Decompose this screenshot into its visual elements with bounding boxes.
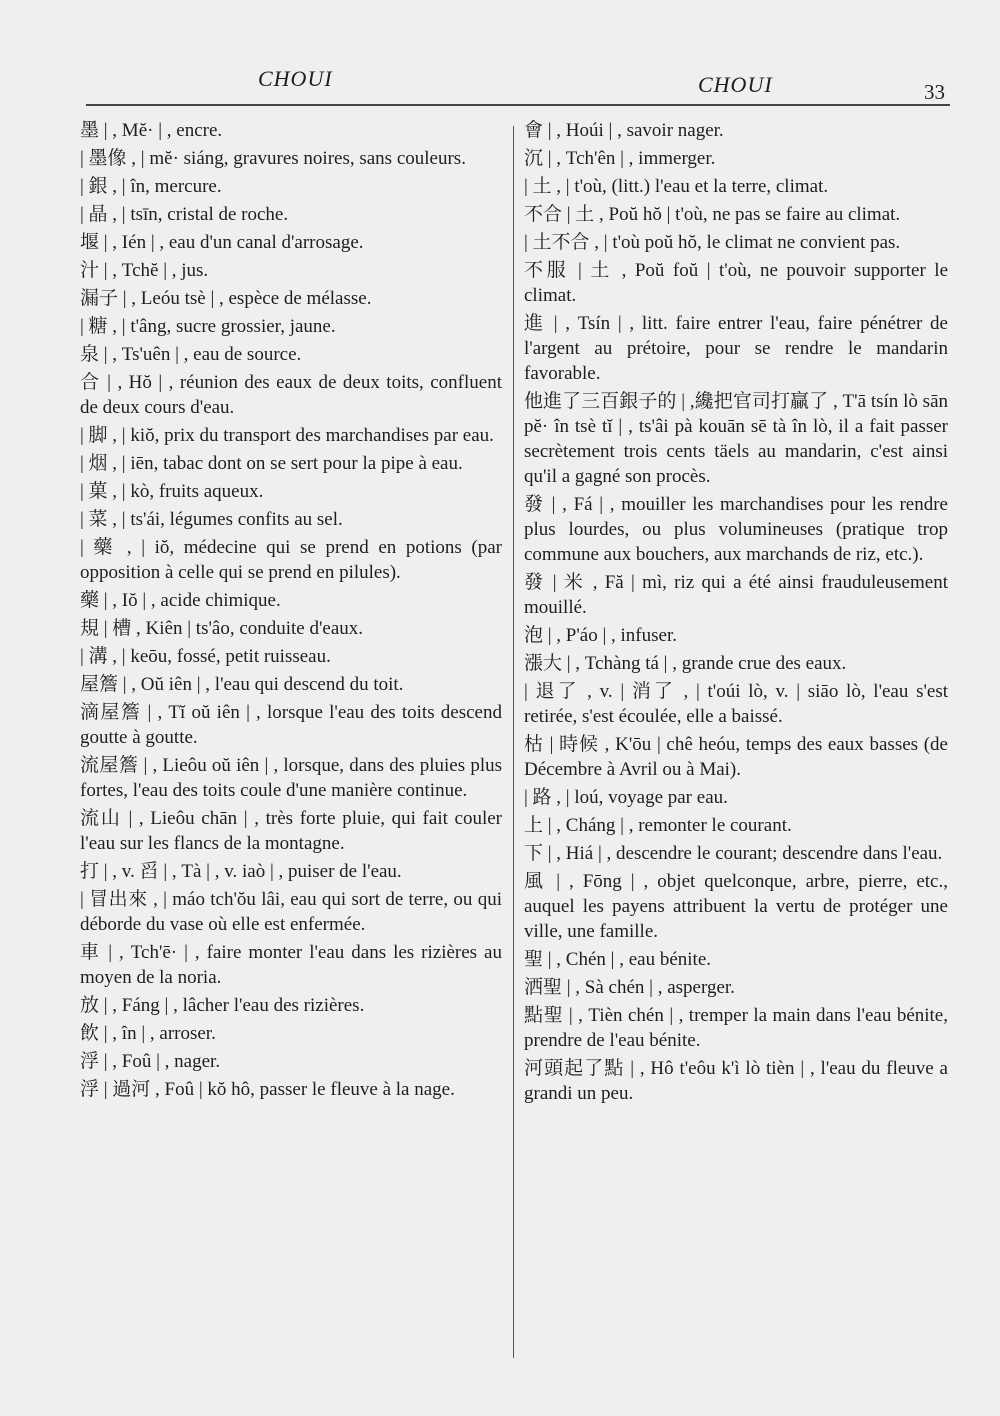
dictionary-entry: 聖 | , Chén | , eau bénite. <box>524 949 712 970</box>
dictionary-entry: 流屋簷 | , Lieôu oŭ iên | , lorsque, dans des pluies plus fortes, l'eau des toits coule d'une manière continue. <box>80 755 502 801</box>
dictionary-entry: | 菓 , | kò, fruits aqueux. <box>80 481 264 502</box>
running-head-left: CHOUI <box>258 66 333 91</box>
dictionary-entry: 沉 | , Tch'ên | , immerger. <box>524 148 716 169</box>
dictionary-entry: | 晶 , | tsīn, cristal de roche. <box>80 204 289 225</box>
dictionary-entry: | 糖 , | t'âng, sucre grossier, jaune. <box>80 316 336 337</box>
dictionary-entry: | 脚 , | kiŏ, prix du transport des marchandises par eau. <box>80 425 494 446</box>
running-head-right: CHOUI <box>698 72 773 97</box>
dictionary-entry: 風 | , Fōng | , objet quelconque, arbre, pierre, etc., auquel les payens attribuent la vertu de protéger une ville, une famille. <box>524 871 948 942</box>
page-number: 33 <box>924 80 945 104</box>
dictionary-entry: 泡 | , P'áo | , infuser. <box>524 625 677 646</box>
header-rule <box>86 104 950 106</box>
dictionary-entry: 下 | , Hiá | , descendre le courant; descendre dans l'eau. <box>524 843 943 864</box>
dictionary-entry: | 溝 , | keōu, fossé, petit ruisseau. <box>80 646 331 667</box>
dictionary-entry: 堰 | , Ién | , eau d'un canal d'arrosage. <box>80 232 364 253</box>
dictionary-entry: 上 | , Cháng | , remonter le courant. <box>524 815 792 836</box>
dictionary-entry: | 菜 , | ts'ái, légumes confits au sel. <box>80 509 343 530</box>
dictionary-entry: 墨 | , Mĕ· | , encre. <box>80 120 223 141</box>
dictionary-entry: 枯 | 時候 , K'ōu | chê heóu, temps des eaux basses (de Décembre à Avril ou à Mai). <box>524 734 948 780</box>
dictionary-entry: | 冒出來 , | máo tch'ŏu lâi, eau qui sort de terre, ou qui déborde du vase où elle est enfermée. <box>80 889 502 935</box>
dictionary-entry: 會 | , Hoúi | , savoir nager. <box>524 120 724 141</box>
dictionary-entry: | 藥 , | iŏ, médecine qui se prend en potions (par opposition à celle qui se prend en pilules). <box>80 537 502 583</box>
dictionary-entry: 打 | , v. 舀 | , Tà | , v. iaò | , puiser de l'eau. <box>80 861 402 882</box>
dictionary-entry: 發 | , Fá | , mouiller les marchandises pour les rendre plus lourdes, ou plus volumineuses (pratique trop commune aux bouchers, aux marchands de riz, etc.). <box>524 494 948 565</box>
dictionary-entry: 漏子 | , Leóu tsè | , espèce de mélasse. <box>80 288 372 309</box>
column-divider <box>513 126 514 1358</box>
right-column <box>524 118 948 1109</box>
dictionary-entry: 河頭起了點 | , Hô t'eôu k'ì lò tièn | , l'eau du fleuve a grandi un peu. <box>524 1058 948 1104</box>
dictionary-entry: 流山 | , Lieôu chān | , très forte pluie, qui fait couler l'eau sur les flancs de la montagne. <box>80 808 502 854</box>
dictionary-entry: 屋簷 | , Oŭ iên | , l'eau qui descend du toit. <box>80 674 404 695</box>
dictionary-entry: | 烟 , | iēn, tabac dont on se sert pour la pipe à eau. <box>80 453 463 474</box>
dictionary-entry: 點聖 | , Tièn chén | , tremper la main dans l'eau bénite, prendre de l'eau bénite. <box>524 1005 948 1051</box>
dictionary-entry: | 銀 , | în, mercure. <box>80 176 222 197</box>
dictionary-entry: 發 | 米 , Fă | mì, riz qui a été ainsi frauduleusement mouillé. <box>524 572 948 618</box>
dictionary-entry: 泉 | , Ts'uên | , eau de source. <box>80 344 302 365</box>
dictionary-entry: 浮 | 過河 , Foû | kŏ hô, passer le fleuve à la nage. <box>80 1079 455 1100</box>
dictionary-entry: | 退了 , v. | 消了 , | t'oúi lò, v. | siāo lò, l'eau s'est retirée, s'est écoulée, elle a baissé. <box>524 681 948 727</box>
dictionary-entry: 汁 | , Tchĕ | , jus. <box>80 260 209 281</box>
dictionary-entry: 滴屋簷 | , Tĭ oŭ iên | , lorsque l'eau des toits descend goutte à goutte. <box>80 702 502 748</box>
dictionary-entry: | 土不合 , | t'où poŭ hŏ, le climat ne convient pas. <box>524 232 901 253</box>
dictionary-entry: | 墨像 , | mĕ· siáng, gravures noires, sans couleurs. <box>80 148 466 169</box>
dictionary-entry: 浮 | , Foû | , nager. <box>80 1051 221 1072</box>
dictionary-entry: 他進了三百銀子的 | ,纔把官司打贏了 , T'ā tsín lò sān pĕ· în tsè tĭ | , ts'âi pà kouān sē tà în lò, il a fait passer secrètement trois cents täels au mandarin, c'est ainsi qu'il a gagné son procès. <box>524 391 948 487</box>
dictionary-entry: 放 | , Fáng | , lâcher l'eau des rizières. <box>80 995 365 1016</box>
dictionary-entry: 漲大 | , Tchàng tá | , grande crue des eaux. <box>524 653 847 674</box>
dictionary-entry: 洒聖 | , Sà chén | , asperger. <box>524 977 735 998</box>
dictionary-entry: 合 | , Hŏ | , réunion des eaux de deux toits, confluent de deux cours d'eau. <box>80 372 502 418</box>
left-column <box>80 118 502 1105</box>
dictionary-entry: | 土 , | t'où, (litt.) l'eau et la terre, climat. <box>524 176 829 197</box>
dictionary-entry: 規 | 槽 , Kiên | ts'âo, conduite d'eaux. <box>80 618 364 639</box>
dictionary-entry: 車 | , Tch'ē· | , faire monter l'eau dans les rizières au moyen de la noria. <box>80 942 502 988</box>
dictionary-entry: 藥 | , Iŏ | , acide chimique. <box>80 590 281 611</box>
dictionary-entry: | 路 , | loú, voyage par eau. <box>524 787 728 808</box>
dictionary-entry: 不合 | 土 , Poŭ hŏ | t'où, ne pas se faire au climat. <box>524 204 901 225</box>
dictionary-entry: 進 | , Tsín | , litt. faire entrer l'eau, faire pénétrer de l'argent au prétoire, pour se rendre le mandarin favorable. <box>524 313 948 384</box>
dictionary-entry: 不服 | 土 , Poŭ foŭ | t'où, ne pouvoir supporter le climat. <box>524 260 948 306</box>
dictionary-entry: 飲 | , în | , arroser. <box>80 1023 216 1044</box>
